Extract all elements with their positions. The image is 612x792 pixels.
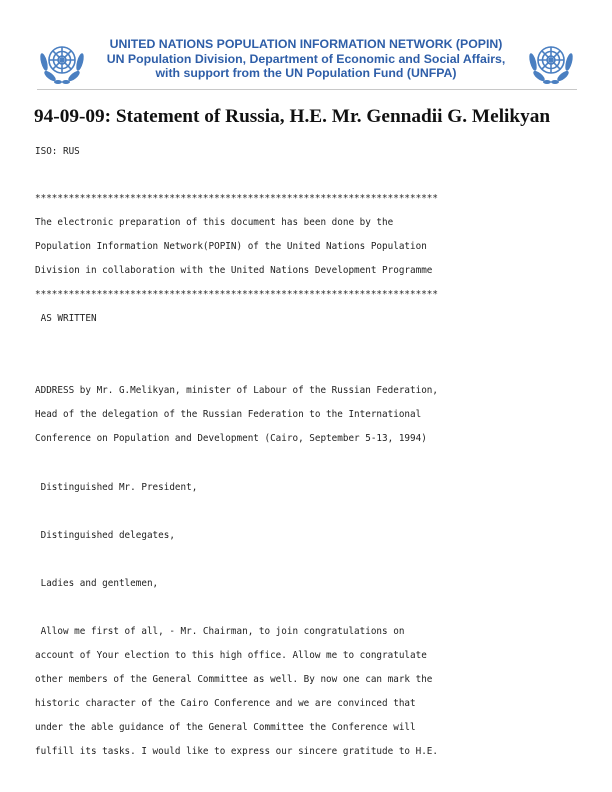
text-line: ADDRESS by Mr. G.Melikyan, minister of Labour of the Russian Federation,	[35, 385, 438, 396]
text-line: Conference on Population and Development (Cairo, September 5-13, 1994)	[35, 433, 427, 444]
un-emblem-icon	[38, 38, 86, 86]
text-line: Population Information Network(POPIN) of the United Nations Population	[35, 241, 427, 252]
text-line: historic character of the Cairo Conference and we are convinced that	[35, 698, 416, 709]
un-emblem-icon	[527, 38, 575, 86]
text-line: account of Your election to this high office. Allow me to congratulate	[35, 650, 427, 661]
header-line-2: UN Population Division, Department of Economic and Social Affairs,	[106, 51, 506, 66]
salutation: Ladies and gentlemen,	[35, 578, 159, 589]
text-line: Allow me first of all, - Mr. Chairman, to join congratulations on	[35, 626, 405, 637]
salutation: Distinguished Mr. President,	[35, 482, 198, 493]
iso-code: ISO: RUS	[35, 146, 80, 157]
header-divider	[37, 89, 577, 90]
separator-line: ************************************************************************	[35, 193, 438, 204]
text-line: Division in collaboration with the United Nations Development Programme	[35, 265, 433, 276]
text-line: other members of the General Committee as well. By now one can mark the	[35, 674, 433, 685]
document-title: 94-09-09: Statement of Russia, H.E. Mr. Gennadii G. Melikyan	[34, 106, 551, 127]
separator-line: ************************************************************************	[35, 289, 438, 300]
text-line: under the able guidance of the General Committee the Conference will	[35, 722, 416, 733]
header-line-3: with support from the UN Population Fund (UNFPA)	[155, 66, 457, 81]
page-header	[0, 0, 612, 92]
text-line: The electronic preparation of this document has been done by the	[35, 217, 394, 228]
as-written-note: AS WRITTEN	[35, 313, 97, 324]
text-line: fulfill its tasks. I would like to express our sincere gratitude to H.E.	[35, 746, 438, 757]
header-line-1: UNITED NATIONS POPULATION INFORMATION NETWORK (POPIN)	[109, 37, 503, 51]
popin-header-text	[92, 37, 520, 81]
text-line: Head of the delegation of the Russian Federation to the International	[35, 409, 422, 420]
salutation: Distinguished delegates,	[35, 530, 175, 541]
